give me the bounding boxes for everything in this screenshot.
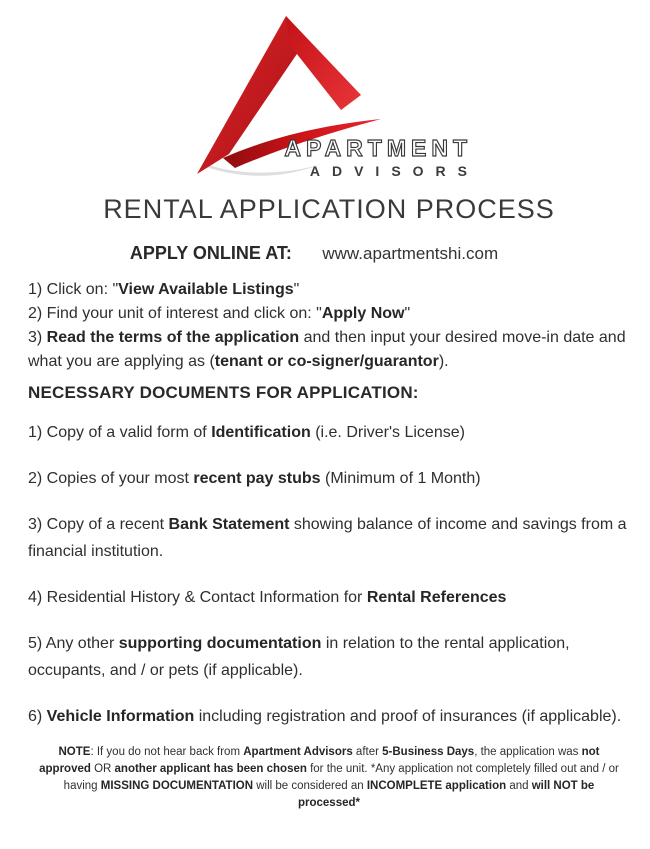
application-steps (28, 278, 630, 374)
documents-list (28, 419, 630, 730)
documents-heading: NECESSARY DOCUMENTS FOR APPLICATION: (28, 383, 419, 403)
document-item-3: 3) Copy of a recent Bank Statement showing balance of income and savings from a financial institution. (28, 516, 627, 561)
document-item-4: 4) Residential History & Contact Information for Rental References (28, 589, 507, 607)
footer-note: NOTE: If you do not hear back from Apartment Advisors after 5-Business Days, the application was not approved OR another applicant has been chosen for the unit. *Any application not completely filled out and / or having MISSING DOCUMENTATION will be considered an INCOMPLETE application and will NOT be processed* (39, 746, 619, 810)
document-item-5: 5) Any other supporting documentation in relation to the rental application, occupants, and / or pets (if applicable). (28, 635, 570, 680)
logo-right-stroke (286, 16, 361, 110)
document-item-1: 1) Copy of a valid form of Identification (i.e. Driver's License) (28, 424, 465, 442)
document-item-2: 2) Copies of your most recent pay stubs (Minimum of 1 Month) (28, 470, 481, 488)
step-3: 3) Read the terms of the application and then input your desired move-in date and what you are applying as (tenant or co-signer/guarantor). (28, 329, 626, 371)
apply-online-label: APPLY ONLINE AT: (129, 243, 292, 264)
brand-name: APARTMENT (284, 135, 472, 161)
apply-online-line (28, 243, 630, 264)
apply-website-url: www.apartmentshi.com (322, 244, 499, 264)
step-1: 1) Click on: "View Available Listings" (28, 281, 300, 299)
document-item-6: 6) Vehicle Information including registration and proof of insurances (if applicable). (28, 708, 622, 726)
step-2: 2) Find your unit of interest and click on: "Apply Now" (28, 305, 411, 323)
brand-wordmark (284, 135, 479, 180)
page-title: RENTAL APPLICATION PROCESS (103, 194, 555, 224)
brand-subname: ADVISORS (309, 163, 479, 180)
logo (189, 8, 479, 180)
rental-application-flyer (0, 8, 650, 849)
